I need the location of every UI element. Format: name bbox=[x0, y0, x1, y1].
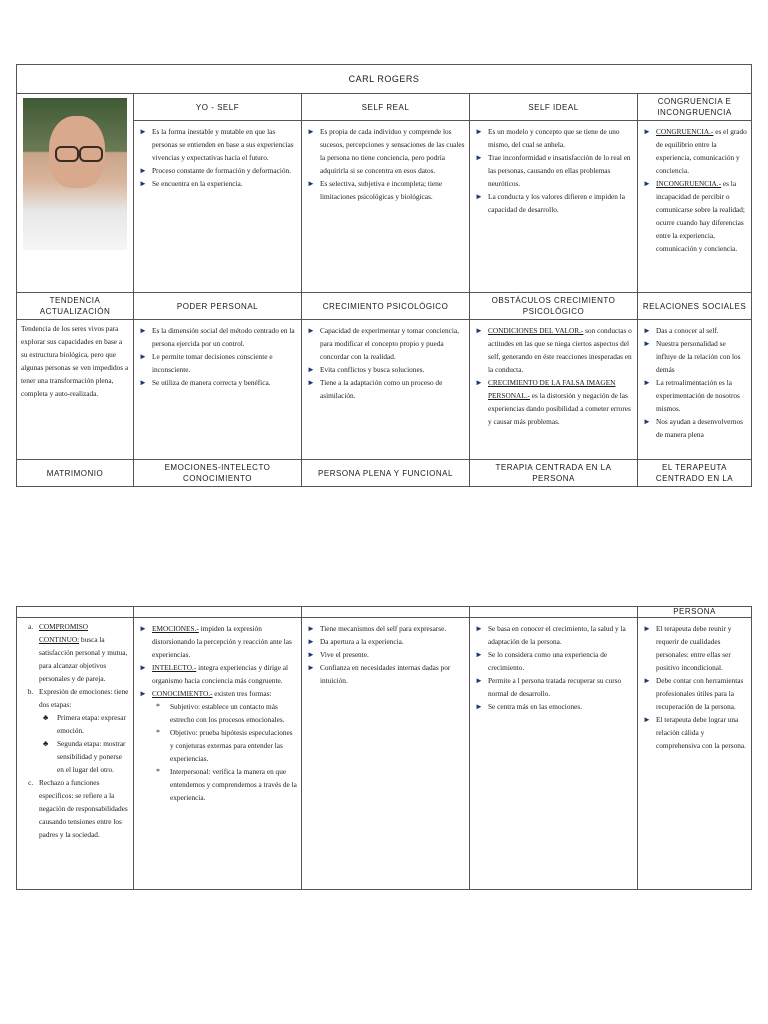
list-item: ► Capacidad de experimentar y tomar conciencia, para modificar el concepto propio y pueda concordar con la realidad. bbox=[307, 326, 459, 361]
arrow-bullet-icon: ► bbox=[643, 676, 651, 685]
list-item: ► CONDICIONES DEL VALOR.- son conductas o actitudes en las que se niega ciertos aspectos del self, generando en éste reacciones inesperadas en la conducta. bbox=[475, 326, 632, 374]
list-item: ► Tiene mecanismos del self para expresarse. bbox=[307, 624, 447, 633]
arrow-bullet-icon: ► bbox=[139, 179, 147, 188]
arrow-bullet-icon: ► bbox=[307, 378, 315, 387]
asterisk-bullet-icon: * bbox=[156, 728, 160, 737]
asterisk-bullet-icon: * bbox=[156, 767, 160, 776]
list-item: ► Tiene a la adaptación como un proceso de asimilación. bbox=[307, 378, 443, 400]
list-item: ► Es selectiva, subjetiva e incompleta; tiene limitaciones psicológicas y biológicas. bbox=[307, 179, 442, 201]
list-item: ► Es un modelo y concepto que se tiene de uno mismo, del cual se anhela. bbox=[475, 127, 620, 149]
arrow-bullet-icon: ► bbox=[139, 326, 147, 335]
arrow-bullet-icon: ► bbox=[475, 192, 483, 201]
arrow-bullet-icon: ► bbox=[475, 378, 483, 387]
list-item: ► El terapeuta debe lograr una relación cálida y comprehensiva con la persona. bbox=[643, 715, 746, 750]
rogers-table-top bbox=[16, 64, 752, 487]
list-item: ► INTELECTO.- integra experiencias y dirige al organismo hacia conciencia más congruente. bbox=[139, 663, 289, 685]
list-item: ► CONGRUENCIA.- es el grado de equilibrio entre la experiencia, comunicación y conciencia. bbox=[643, 127, 747, 175]
arrow-bullet-icon: ► bbox=[643, 378, 651, 387]
arrow-bullet-icon: ► bbox=[139, 378, 147, 387]
arrow-bullet-icon: ► bbox=[643, 624, 651, 633]
arrow-bullet-icon: ► bbox=[307, 663, 315, 672]
list-item: ► Vive el presente. bbox=[307, 650, 369, 659]
list-item: * Objetivo: prueba hipótesis especulaciones y conjeturas externas para entender las experiencias. bbox=[156, 728, 293, 763]
list-item: ► Se basa en conocer el crecimiento, la salud y la adaptación de la persona. bbox=[475, 624, 626, 646]
header-terapeuta: EL TERAPEUTA CENTRADO EN LA bbox=[638, 460, 752, 487]
list-item: ► Das a conocer al self. bbox=[643, 326, 719, 335]
cell-congruencia bbox=[638, 121, 752, 293]
arrow-bullet-icon: ► bbox=[307, 326, 315, 335]
club-bullet-icon: ♣ bbox=[43, 739, 49, 748]
header-self-ideal: SELF IDEAL bbox=[470, 94, 638, 121]
arrow-bullet-icon: ► bbox=[475, 676, 483, 685]
list-item: ► La conducta y los valores difieren e impiden la capacidad de desarrollo. bbox=[475, 192, 625, 214]
arrow-bullet-icon: ► bbox=[139, 624, 147, 633]
header-relaciones: RELACIONES SOCIALES bbox=[638, 293, 752, 320]
header-congruencia: CONGRUENCIA E INCONGRUENCIA bbox=[638, 94, 752, 121]
header-crecimiento: CRECIMIENTO PSICOLÓGICO bbox=[302, 293, 470, 320]
header-terapeuta-continued: PERSONA bbox=[638, 607, 752, 618]
carl-rogers-portrait bbox=[23, 98, 127, 250]
arrow-bullet-icon: ► bbox=[475, 326, 483, 335]
list-item: ► Nos ayudan a desenvolvernos de manera plena bbox=[643, 417, 743, 439]
arrow-bullet-icon: ► bbox=[643, 715, 651, 724]
cell-obstaculos bbox=[470, 320, 638, 460]
arrow-bullet-icon: ► bbox=[307, 624, 315, 633]
list-item: ► Nuestra personalidad se influye de la relación con los demás bbox=[643, 339, 741, 374]
cell-self-real bbox=[302, 121, 470, 293]
arrow-bullet-icon: ► bbox=[475, 650, 483, 659]
arrow-bullet-icon: ► bbox=[643, 127, 651, 136]
list-item: ♣ Segunda etapa: mostrar sensibilidad y ponerse en el lugar del otro. bbox=[43, 739, 126, 774]
header-yo-self: YO - SELF bbox=[134, 94, 302, 121]
cell-terapeuta bbox=[638, 618, 752, 890]
arrow-bullet-icon: ► bbox=[643, 179, 651, 188]
cell-self-ideal bbox=[470, 121, 638, 293]
arrow-bullet-icon: ► bbox=[475, 624, 483, 633]
arrow-bullet-icon: ► bbox=[139, 166, 147, 175]
arrow-bullet-icon: ► bbox=[307, 179, 315, 188]
arrow-bullet-icon: ► bbox=[643, 417, 651, 426]
list-item: a. COMPROMISO CONTINUO: busca la satisfacción personal y mutua, para alcanzar objetivos personales y de pareja. bbox=[35, 620, 129, 685]
list-item: ► Evita conflictos y busca soluciones. bbox=[307, 365, 425, 374]
list-item: ► La retroalimentación es la experimentación de nosotros mismos. bbox=[643, 378, 740, 413]
list-item: ► CONOCIMIENTO.- existen tres formas: * Subjetivo: establece un contacto más estrecho con los procesos emocionales. * Objetivo: prueba hipótesis especulaciones y conjeturas externas para entender las experiencias. * Interpersonal: verifica la manera en que entendemos y comprendemos a través de la experiencia. bbox=[139, 689, 297, 802]
list-item: ♣ Primera etapa: expresar emoción. bbox=[43, 713, 126, 735]
arrow-bullet-icon: ► bbox=[139, 127, 147, 136]
header-matrimonio: MATRIMONIO bbox=[17, 460, 134, 487]
arrow-bullet-icon: ► bbox=[307, 127, 315, 136]
list-item: * Subjetivo: establece un contacto más estrecho con los procesos emocionales. bbox=[156, 702, 285, 724]
cell-crecimiento bbox=[302, 320, 470, 460]
list-item: ► Debe contar con herramientas profesionales útiles para la recuperación de la persona. bbox=[643, 676, 744, 711]
arrow-bullet-icon: ► bbox=[139, 689, 147, 698]
list-item: ► Da apertura a la experiencia. bbox=[307, 637, 404, 646]
header-obstaculos: OBSTÁCULOS CRECIMIENTO PSICOLÓGICO bbox=[470, 293, 638, 320]
rogers-table-bottom bbox=[16, 606, 752, 890]
header-poder: PODER PERSONAL bbox=[134, 293, 302, 320]
cell-emociones bbox=[134, 618, 302, 890]
list-item: ► Se encuentra en la experiencia. bbox=[139, 179, 243, 188]
list-item: ► Es la forma inestable y mutable en que las personas se entienden en base a sus experiencias vivencias y expectativas hacia el futuro. bbox=[139, 127, 294, 162]
arrow-bullet-icon: ► bbox=[475, 127, 483, 136]
list-item: ► INCONGRUENCIA.- es la incapacidad de percibir o comunicarse sobre la realidad; ocurre cuando hay diferencias entre la experiencia, comunicación y conciencia. bbox=[643, 179, 745, 253]
cell-poder bbox=[134, 320, 302, 460]
arrow-bullet-icon: ► bbox=[139, 352, 147, 361]
cell-matrimonio bbox=[17, 618, 134, 890]
list-item: ► El terapeuta debe reunir y requerir de cualidades personales: entre ellas ser positivo incondicional. bbox=[643, 624, 732, 672]
cell-yo-self bbox=[134, 121, 302, 293]
list-item: ► EMOCIONES.- impiden la expresión distorsionando la percepción y reacción ante las experiencias. bbox=[139, 624, 292, 659]
cell-tendencia: Tendencia de los seres vivos para explorar sus capacidades en base a su estructura biológica, pero que algunas personas se ven impedidos a tener una transformación plena, completa y auto-realizada. bbox=[17, 320, 134, 460]
arrow-bullet-icon: ► bbox=[643, 339, 651, 348]
list-item: c. Rechazo a funciones específicos: se refiere a la negación de responsabilidades causando tensiones entre los padres y la sociedad. bbox=[35, 776, 129, 841]
page-title: CARL ROGERS bbox=[17, 65, 752, 94]
list-item: ► Es propia de cada individuo y comprende los sucesos, percepciones y sensaciones de las cuales la persona no tiene conciencia, pero podría adquirirla si se concentra en esos datos. bbox=[307, 127, 465, 175]
arrow-bullet-icon: ► bbox=[139, 663, 147, 672]
list-item: ► Permite a l persona tratada recuperar su curso normal de desarrollo. bbox=[475, 676, 622, 698]
arrow-bullet-icon: ► bbox=[475, 153, 483, 162]
arrow-bullet-icon: ► bbox=[307, 650, 315, 659]
cell-terapia bbox=[470, 618, 638, 890]
list-item: ► Le permite tomar decisiones consciente e inconsciente. bbox=[139, 352, 273, 374]
list-item: b. Expresión de emociones: tiene dos etapas: ♣ Primera etapa: expresar emoción. ♣ Segunda etapa: mostrar sensibilidad y ponerse en el lugar del otro. bbox=[35, 685, 129, 776]
header-self-real: SELF REAL bbox=[302, 94, 470, 121]
cell-persona-plena bbox=[302, 618, 470, 890]
arrow-bullet-icon: ► bbox=[307, 637, 315, 646]
cell-relaciones bbox=[638, 320, 752, 460]
header-emociones: EMOCIONES-INTELECTO CONOCIMIENTO bbox=[134, 460, 302, 487]
list-item: ► Proceso constante de formación y deformación. bbox=[139, 166, 291, 175]
arrow-bullet-icon: ► bbox=[643, 326, 651, 335]
list-item: ► Se lo considera como una experiencia de crecimiento. bbox=[475, 650, 608, 672]
asterisk-bullet-icon: * bbox=[156, 702, 160, 711]
list-item: ► Confianza en necesidades internas dadas por intuición. bbox=[307, 663, 451, 685]
list-item: ► Se utiliza de manera correcta y benéfica. bbox=[139, 378, 271, 387]
header-terapia: TERAPIA CENTRADA EN LA PERSONA bbox=[470, 460, 638, 487]
list-item: ► Trae inconformidad e insatisfacción de lo real en las personas, causando en ellas problemas neuróticos. bbox=[475, 153, 631, 188]
club-bullet-icon: ♣ bbox=[43, 713, 49, 722]
portrait-cell bbox=[17, 94, 134, 293]
header-persona-plena: PERSONA PLENA Y FUNCIONAL bbox=[302, 460, 470, 487]
arrow-bullet-icon: ► bbox=[475, 702, 483, 711]
list-item: ► Se centra más en las emociones. bbox=[475, 702, 583, 711]
header-tendencia: TENDENCIA ACTUALIZACIÓN bbox=[17, 293, 134, 320]
arrow-bullet-icon: ► bbox=[307, 365, 315, 374]
list-item: * Interpersonal: verifica la manera en que entendemos y comprendemos a través de la experiencia. bbox=[156, 767, 297, 802]
list-item: ► CRECIMIENTO DE LA FALSA IMAGEN PERSONAL.- es la distorsión y negación de las experiencias dando posibilidad a cometer errores y causar más problemas. bbox=[475, 378, 631, 426]
list-item: ► Es la dimensión social del método centrado en la persona ejercida por un control. bbox=[139, 326, 295, 348]
